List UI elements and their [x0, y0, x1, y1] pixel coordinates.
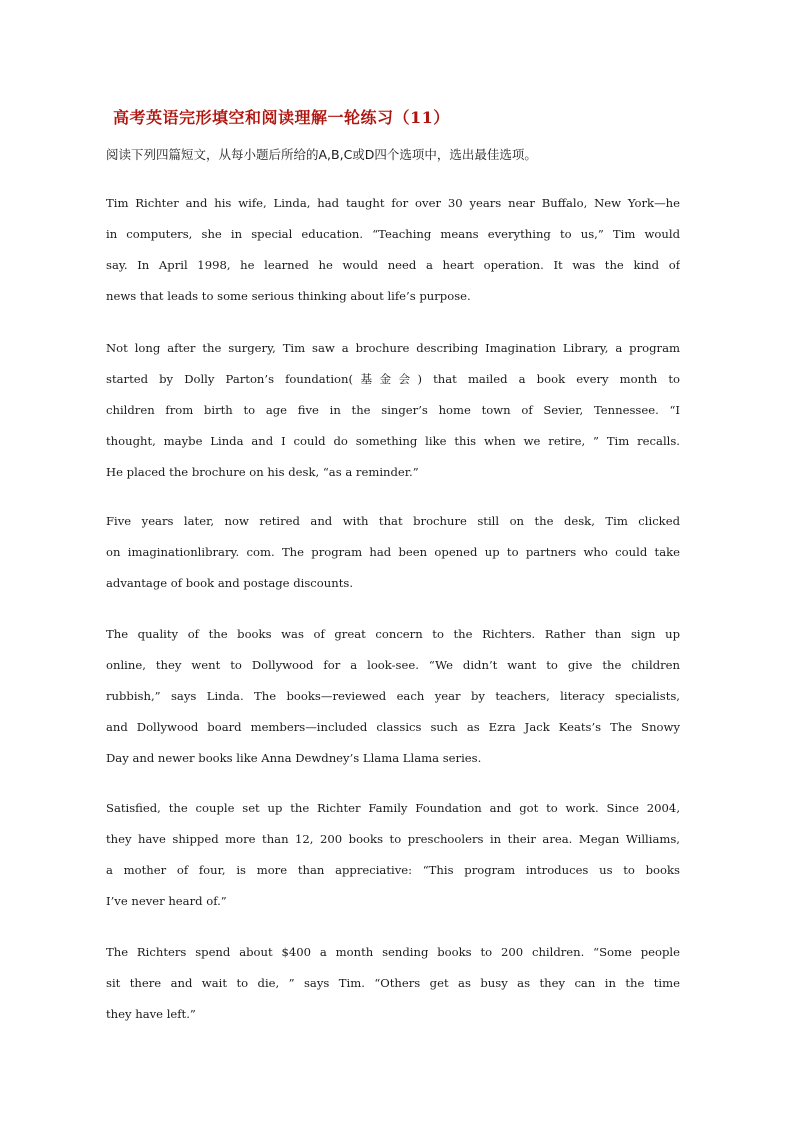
instruction-text: 阅读下列四篇短文，从每小题后所给的A,B,C或D四个选项中，选出最佳选项。 — [106, 147, 537, 162]
paragraph-line: Day and newer books like Anna Dewdney’s Llama Llama series. — [106, 751, 482, 765]
paragraph-line: Not long after the surgery, Tim saw a brochure describing Imagination Library, a program — [106, 341, 680, 355]
paragraph-line: and Dollywood board members—included classics such as Ezra Jack Keats’s The Snowy — [106, 720, 680, 734]
paragraph-line: they have left.” — [106, 1007, 196, 1021]
paragraph-line: The Richters spend about $400 a month sending books to 200 children. “Some people — [106, 945, 680, 959]
paragraph-line: in computers, she in special education. “Teaching means everything to us,” Tim would — [106, 227, 680, 241]
paragraph-line: children from birth to age five in the singer’s home town of Sevier, Tennessee. “I — [106, 403, 680, 417]
paragraph-line: news that leads to some serious thinking about life’s purpose. — [106, 289, 471, 303]
paragraph-line: a mother of four, is more than appreciative: “This program introduces us to books — [106, 863, 680, 877]
paragraph-6 — [106, 937, 680, 1030]
paragraph-1 — [106, 188, 680, 312]
paragraph-line: I’ve never heard of.” — [106, 894, 227, 908]
paragraph-2 — [106, 333, 680, 488]
paragraph-line: say. In April 1998, he learned he would need a heart operation. It was the kind of — [106, 258, 680, 272]
paragraph-line: thought, maybe Linda and I could do something like this when we retire, ” Tim recalls. — [106, 434, 680, 448]
paragraph-line: Tim Richter and his wife, Linda, had taught for over 30 years near Buffalo, New York—he — [106, 196, 680, 210]
paragraph-line: online, they went to Dollywood for a look-see. “We didn’t want to give the children — [106, 658, 680, 672]
paragraph-line: advantage of book and postage discounts. — [106, 576, 354, 590]
document-title: 高考英语完形填空和阅读理解一轮练习（11） — [113, 108, 450, 127]
paragraph-5 — [106, 793, 680, 917]
paragraph-line: He placed the brochure on his desk, “as a reminder.” — [106, 465, 419, 479]
paragraph-line: The quality of the books was of great concern to the Richters. Rather than sign up — [106, 627, 680, 641]
paragraph-4 — [106, 619, 680, 774]
paragraph-line: Five years later, now retired and with that brochure still on the desk, Tim clicked — [106, 514, 680, 528]
paragraph-line: Satisfied, the couple set up the Richter Family Foundation and got to work. Since 2004, — [106, 801, 680, 815]
paragraph-line: they have shipped more than 12, 200 books to preschoolers in their area. Megan Williams, — [106, 832, 680, 846]
paragraph-3 — [106, 506, 680, 599]
paragraph-line: started by Dolly Parton’s foundation(基金会) that mailed a book every month to — [106, 372, 680, 386]
paragraph-line: rubbish,” says Linda. The books—reviewed each year by teachers, literacy specialists, — [106, 689, 680, 703]
paragraph-line: on imaginationlibrary. com. The program had been opened up to partners who could take — [106, 545, 680, 559]
paragraph-line: sit there and wait to die, ” says Tim. “Others get as busy as they can in the time — [106, 976, 680, 990]
